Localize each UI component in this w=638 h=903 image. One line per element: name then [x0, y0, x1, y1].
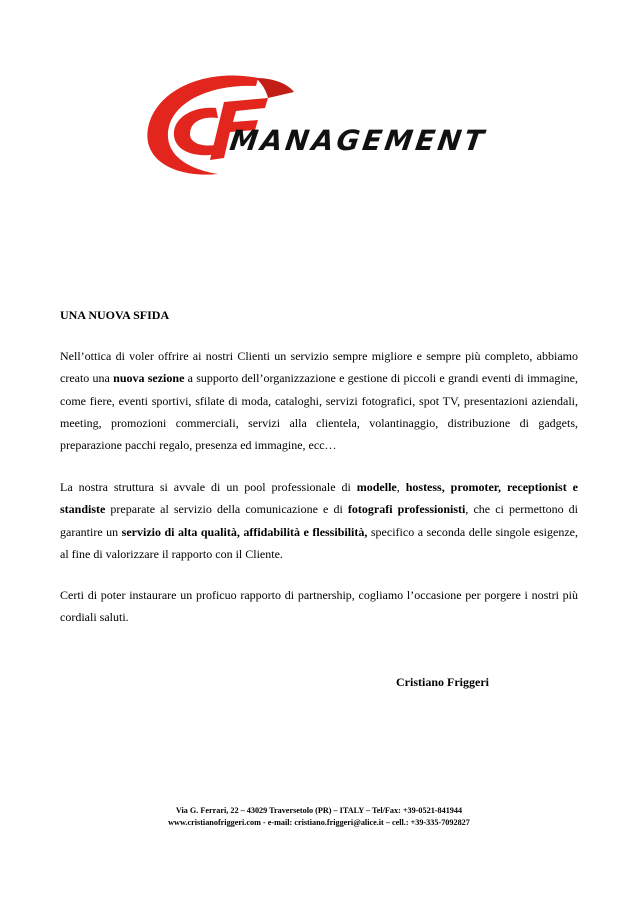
paragraph-intro: Nell’ottica di voler offrire ai nostri Clienti un servizio sempre migliore e sempre più completo, abbiamo creato una nuova sezione a supporto dell’organizzazione e gestione di piccoli e grandi eventi di immagine, come fiere, eventi sportivi, sfilate di moda, cataloghi, servizi fotografici, spot TV, presentazioni aziendali, meeting, promozioni commerciali, servizi alla clientela, volantinaggio, distribuzione di gadgets, preparazione pacchi regalo, presenza ed immagine, ecc… [60, 349, 578, 453]
footer-address: Via G. Ferrari, 22 – 43029 Traversetolo (PR) – ITALY – Tel/Fax: +39-0521-841944 [175, 806, 463, 815]
letter-heading: UNA NUOVA SFIDA [60, 308, 170, 322]
paragraph-closing: Certi di poter instaurare un proficuo rapporto di partnership, cogliamo l’occasione per porgere i nostri più cordiali saluti. [60, 588, 578, 625]
footer-contacts: www.cristianofriggeri.com - e-mail: cristiano.friggeri@alice.it – cell.: +39-335-7092827 [168, 818, 470, 827]
company-logo [138, 70, 494, 180]
signature: Cristiano Friggeri [396, 675, 489, 689]
logo-wordmark: MANAGEMENT [227, 124, 489, 157]
paragraph-structure: La nostra struttura si avvale di un pool professionale di modelle, hostess, promoter, receptionist e standiste preparate al servizio della comunicazione e di fotografi professionisti, che ci permettono di garantire un servizio di alta qualità, affidabilità e flessibilità, specifico a seconda delle singole esigenze, al fine di valorizzare il rapporto con il Cliente. [60, 480, 579, 561]
